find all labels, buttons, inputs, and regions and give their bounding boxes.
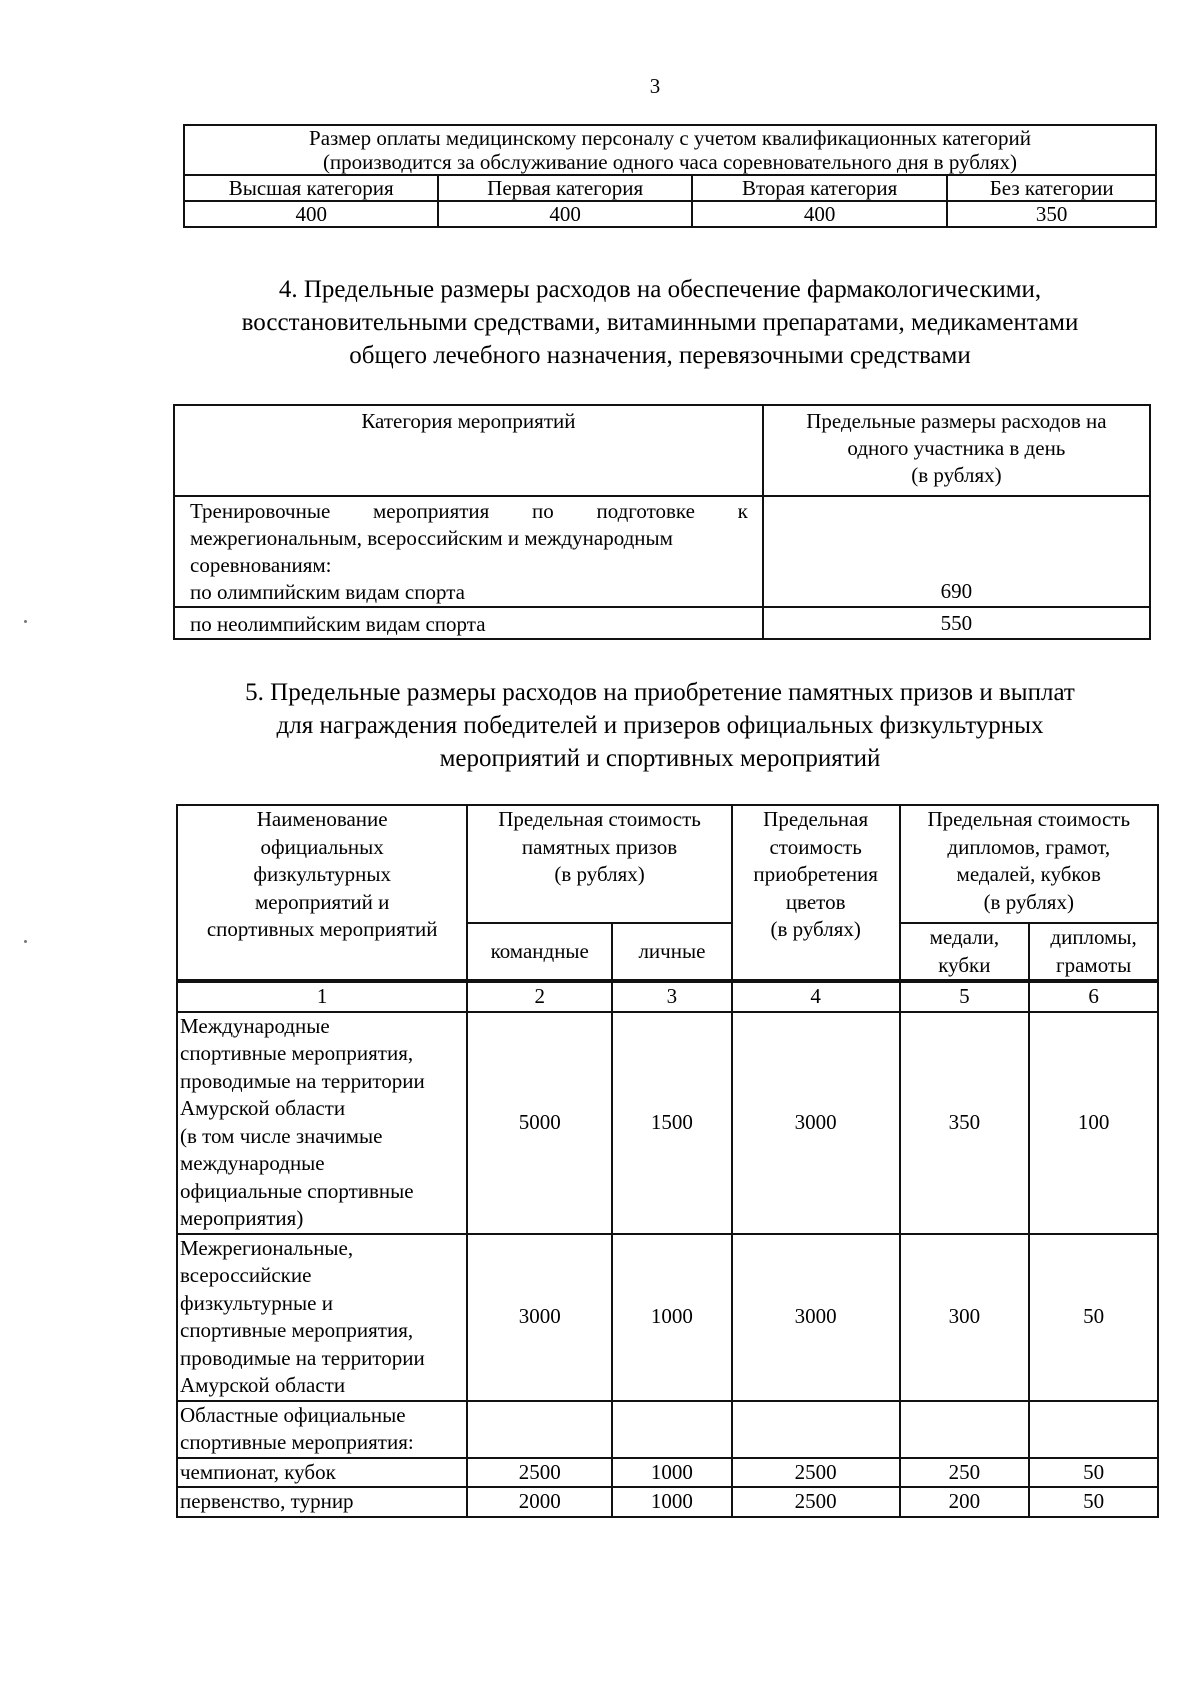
training-events-cell: Тренировочные мероприятия по подготовке к межрегиональным, всероссийским и международным соревнованиям: по олимпийским видам спорта [174,496,763,607]
value-cell: 3000 [467,1234,612,1401]
table-row [177,1012,1158,1234]
table-row [177,1487,1158,1517]
prizes-header: Предельная стоимость памятных призов (в рублях) [467,805,731,923]
table-row [177,1234,1158,1401]
pharmacology-expenses-table [173,404,1151,640]
column-number: 5 [900,981,1030,1012]
pay-value-cell: 350 [947,201,1156,227]
value-cell: 1000 [612,1487,732,1517]
value-cell [612,1401,732,1458]
event-name-cell: Областные официальные спортивные мероприятия: [177,1401,467,1458]
event-category-header: Категория мероприятий [174,405,763,496]
value-cell: 1000 [612,1234,732,1401]
value-cell [900,1401,1030,1458]
medical-pay-title: Размер оплаты медицинскому персоналу с учетом квалификационных категорий (производится за обслуживание одного часа соревновательного дня в рублях) [184,125,1156,175]
value-cell: 3000 [732,1234,900,1401]
value-cell: 250 [900,1458,1030,1488]
team-subheader: командные [467,923,612,981]
scan-speck [24,620,27,623]
value-cell: 50 [1029,1458,1158,1488]
prizes-expenses-table [176,804,1159,1518]
value-cell [732,1401,900,1458]
column-number: 1 [177,981,467,1012]
value-cell: 3000 [732,1012,900,1234]
column-number: 4 [732,981,900,1012]
scan-speck [24,940,27,943]
value-cell: 5000 [467,1012,612,1234]
value-cell: 100 [1029,1012,1158,1234]
category-cell: Высшая категория [184,175,438,201]
value-cell: 50 [1029,1487,1158,1517]
event-name-cell: Межрегиональные, всероссийские физкультурные и спортивные мероприятия, проводимые на территории Амурской области [177,1234,467,1401]
value-cell: 50 [1029,1234,1158,1401]
value-cell: 2000 [467,1487,612,1517]
non-olympic-value: 550 [763,607,1150,639]
value-cell: 2500 [732,1458,900,1488]
pay-value-cell: 400 [184,201,438,227]
column-number: 3 [612,981,732,1012]
section-5-title: 5. Предельные размеры расходов на приобретение памятных призов и выплат для награждения победителей и призеров официальных физкультурных мероприятий и спортивных мероприятий [245,679,1075,772]
value-cell: 1500 [612,1012,732,1234]
page-number: 3 [649,74,661,98]
flowers-header: Предельная стоимость приобретения цветов (в рублях) [732,805,900,981]
event-name-cell: Международные спортивные мероприятия, проводимые на территории Амурской области (в том числе значимые международные официальные спортивные мероприятия) [177,1012,467,1234]
column-number: 6 [1029,981,1158,1012]
value-cell: 1000 [612,1458,732,1488]
value-cell [467,1401,612,1458]
non-olympic-label: по неолимпийским видам спорта [174,607,763,639]
value-cell: 200 [900,1487,1030,1517]
diplomas-header: Предельная стоимость дипломов, грамот, медалей, кубков (в рублях) [900,805,1158,923]
value-cell: 2500 [467,1458,612,1488]
diplomas-subheader: дипломы, грамоты [1029,923,1158,981]
pay-value-cell: 400 [692,201,947,227]
table-row [177,1401,1158,1458]
category-cell: Без категории [947,175,1156,201]
value-cell [1029,1401,1158,1458]
event-name-cell: чемпионат, кубок [177,1458,467,1488]
value-cell: 2500 [732,1487,900,1517]
category-cell: Первая категория [438,175,691,201]
medals-subheader: медали, кубки [900,923,1030,981]
event-name-header: Наименование официальных физкультурных мероприятий и спортивных мероприятий [177,805,467,981]
section-4-title: 4. Предельные размеры расходов на обеспечение фармакологическими, восстановительными средствами, витаминными препаратами, медикаментами общего лечебного назначения, перевязочными средствами [241,276,1079,369]
column-number: 2 [467,981,612,1012]
category-cell: Вторая категория [692,175,947,201]
medical-pay-table [183,124,1157,228]
table-row [177,1458,1158,1488]
value-cell: 350 [900,1012,1030,1234]
event-name-cell: первенство, турнир [177,1487,467,1517]
pay-value-cell: 400 [438,201,691,227]
olympic-value: 690 [763,496,1150,607]
expense-limit-header: Предельные размеры расходов на одного участника в день (в рублях) [763,405,1150,496]
value-cell: 300 [900,1234,1030,1401]
personal-subheader: личные [612,923,732,981]
